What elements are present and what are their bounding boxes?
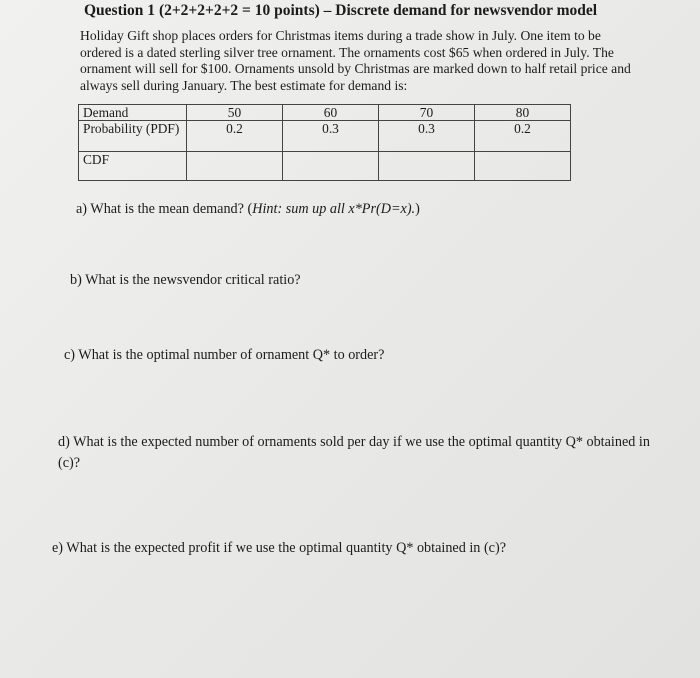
cdf-cell: [475, 152, 571, 181]
cdf-cell: [283, 152, 379, 181]
demand-row-label: Demand: [79, 105, 187, 121]
cdf-row-label: CDF: [79, 152, 187, 181]
question-a-close: ): [415, 201, 420, 217]
question-heading: [84, 2, 597, 20]
probability-value: 0.3: [379, 121, 475, 152]
question-number: Question 1: [84, 2, 156, 19]
demand-value: 50: [187, 105, 283, 121]
question-d: d) What is the expected number of ornaments sold per day if we use the optimal quantity Q* obtained in (c)?: [58, 434, 650, 471]
probability-value: 0.2: [187, 121, 283, 152]
question-b: b) What is the newsvendor critical ratio?: [70, 272, 301, 288]
question-e: e) What is the expected profit if we use the optimal quantity Q* obtained in (c)?: [52, 540, 506, 556]
heading-dash: –: [323, 2, 332, 19]
cdf-row: [79, 152, 571, 181]
problem-statement: Holiday Gift shop places orders for Christmas items during a trade show in July. One item to be ordered is a dated sterling silver tree ornament. The ornaments cost $65 when ordered in July. The ornament will sell for $100. Ornaments unsold by Christmas are marked down to half retail price and always sell during January. The best estimate for demand is:: [80, 28, 631, 93]
probability-row: [79, 121, 571, 152]
demand-value: 80: [475, 105, 571, 121]
probability-value: 0.2: [475, 121, 571, 152]
cdf-cell: [187, 152, 283, 181]
demand-table: [78, 104, 571, 181]
probability-row-label: Probability (PDF): [79, 121, 187, 152]
question-points: (2+2+2+2+2 = 10 points): [158, 2, 320, 19]
demand-value: 60: [283, 105, 379, 121]
demand-value: 70: [379, 105, 475, 121]
question-topic: Discrete demand for newsvendor model: [335, 2, 598, 19]
demand-row: [79, 105, 571, 121]
probability-value: 0.3: [283, 121, 379, 152]
question-c: c) What is the optimal number of ornament Q* to order?: [64, 347, 385, 363]
question-a: [76, 201, 420, 218]
question-a-text: a) What is the mean demand? (: [76, 201, 253, 217]
cdf-cell: [379, 152, 475, 181]
question-a-hint: Hint: sum up all x*Pr(D=x).: [252, 201, 416, 217]
